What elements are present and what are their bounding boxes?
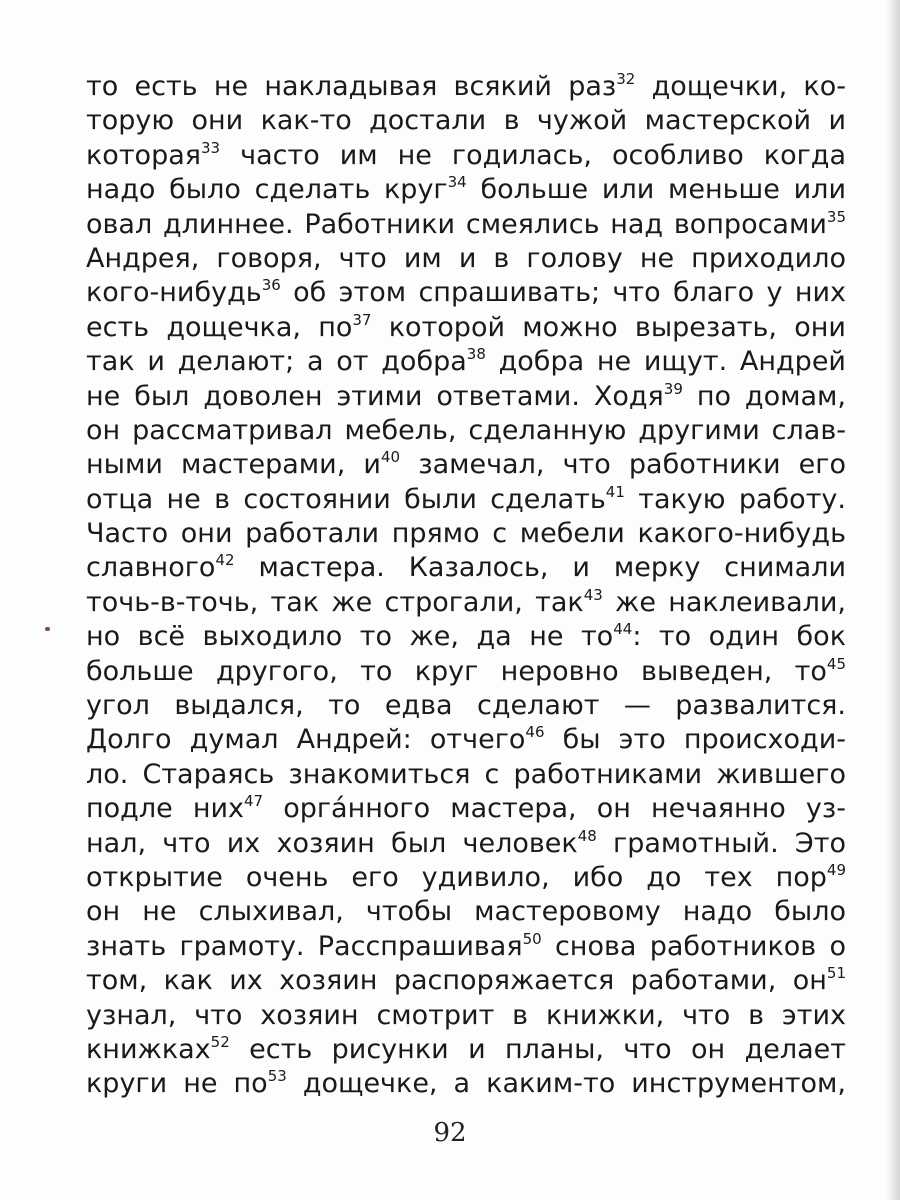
footnote-marker: 33 bbox=[201, 138, 221, 157]
text-line bbox=[86, 448, 846, 482]
text-run: торую они как-то достали в чужой мастерской и bbox=[86, 105, 846, 137]
text-run: замечал, что работники его bbox=[400, 449, 846, 481]
text-run: Часто они работали прямо с мебели какого-нибудь bbox=[86, 518, 846, 550]
text-run: есть рисунки и планы, что он делает bbox=[229, 1033, 846, 1065]
text-run: так и делают; а от добра bbox=[86, 346, 467, 378]
text-line bbox=[86, 999, 846, 1033]
footnote-marker: 43 bbox=[583, 585, 603, 604]
footnote-marker: 44 bbox=[613, 620, 633, 639]
footnote-marker: 49 bbox=[826, 860, 846, 879]
text-line bbox=[86, 208, 846, 242]
text-run: которой можно вырезать, они bbox=[371, 311, 846, 343]
text-line bbox=[86, 1067, 846, 1101]
text-run: том, как их хозяин распоряжается работами, он bbox=[86, 965, 827, 997]
text-line bbox=[86, 380, 846, 414]
text-run: Андрея, говоря, что им и в голову не приходило bbox=[86, 242, 846, 274]
footnote-marker: 46 bbox=[525, 723, 545, 742]
text-run: больше или меньше или bbox=[466, 174, 846, 206]
text-line bbox=[86, 517, 846, 551]
text-run: такую работу. bbox=[624, 483, 846, 515]
text-line bbox=[86, 655, 846, 689]
text-line bbox=[86, 930, 846, 964]
footnote-marker: 50 bbox=[522, 929, 542, 948]
text-line bbox=[86, 586, 846, 620]
footnote-marker: 48 bbox=[577, 826, 597, 845]
text-line bbox=[86, 276, 846, 310]
text-line bbox=[86, 758, 846, 792]
text-run: подле них bbox=[86, 793, 244, 825]
text-run: он не слыхивал, чтобы мастеровому надо было bbox=[86, 896, 846, 928]
text-line bbox=[86, 139, 846, 173]
text-run: об этом спрашивать; что благо у них bbox=[280, 277, 846, 309]
text-line bbox=[86, 792, 846, 826]
text-run: он рассматривал мебель, сделанную другими слав- bbox=[86, 414, 846, 446]
text-run: которая bbox=[86, 139, 202, 171]
text-line bbox=[86, 311, 846, 345]
text-run: знать грамоту. Расспрашивая bbox=[86, 930, 523, 962]
text-line bbox=[86, 827, 846, 861]
text-line bbox=[86, 104, 846, 138]
text-run: надо было сделать круг bbox=[86, 174, 448, 206]
footnote-marker: 35 bbox=[826, 207, 846, 226]
text-run: то есть не накладывая всякий раз bbox=[86, 71, 617, 102]
text-run: ло. Стараясь знакомиться с работниками жившего bbox=[86, 758, 846, 790]
text-line bbox=[86, 964, 846, 998]
text-line bbox=[86, 242, 846, 276]
text-run: ными мастерами, и bbox=[86, 449, 381, 481]
text-run: больше другого, то круг неровно выведен, то bbox=[86, 655, 827, 687]
footnote-marker: 36 bbox=[261, 276, 281, 295]
text-run: дощечки, ко- bbox=[635, 71, 846, 102]
ink-speck bbox=[45, 627, 50, 631]
text-run: узнал, что хозяин смотрит в книжки, что в этих bbox=[86, 999, 846, 1031]
footnote-marker: 39 bbox=[663, 379, 683, 398]
text-run: орга́нного мастера, он нечаянно уз- bbox=[263, 793, 846, 825]
text-run: круги не по bbox=[86, 1068, 268, 1100]
text-run: по домам, bbox=[682, 380, 846, 412]
footnote-marker: 37 bbox=[352, 310, 372, 329]
footnote-marker: 47 bbox=[244, 792, 264, 811]
text-run: снова работников о bbox=[541, 930, 847, 962]
text-run: овал длиннее. Работники смеялись над вопросами bbox=[86, 208, 827, 240]
text-run: открытие очень его удивило, ибо до тех пор bbox=[86, 861, 827, 893]
text-line bbox=[86, 620, 846, 654]
text-run: часто им не годилась, особливо когда bbox=[220, 139, 846, 171]
footnote-marker: 40 bbox=[380, 448, 401, 467]
text-line bbox=[86, 345, 846, 379]
text-run: отца не в состоянии были сделать bbox=[86, 483, 606, 515]
text-run: нал, что их хозяин был человек bbox=[86, 827, 578, 859]
page-edge-shadow bbox=[886, 0, 900, 1200]
text-run: угол выдался, то едва сделают — развалится. bbox=[86, 690, 846, 722]
footnote-marker: 42 bbox=[215, 551, 235, 570]
text-run: добра не ищут. Андрей bbox=[485, 346, 846, 378]
text-run: мастера. Казалось, и мерку снимали bbox=[234, 552, 846, 584]
text-run: дощечке, а каким-то инструментом, bbox=[286, 1068, 846, 1100]
footnote-marker: 45 bbox=[826, 654, 846, 673]
text-line bbox=[86, 483, 846, 517]
text-line bbox=[86, 1033, 846, 1067]
footnote-marker: 38 bbox=[466, 345, 486, 364]
text-run: же наклеивали, bbox=[602, 586, 846, 618]
text-line bbox=[86, 723, 846, 757]
footnote-marker: 51 bbox=[826, 964, 846, 983]
footnote-marker: 34 bbox=[447, 173, 467, 192]
text-run: славного bbox=[86, 552, 216, 584]
text-line bbox=[86, 861, 846, 895]
footnote-marker: 52 bbox=[210, 1032, 230, 1051]
text-run: книжках bbox=[86, 1033, 211, 1065]
text-run: грамотный. Это bbox=[596, 827, 846, 859]
text-run: Долго думал Андрей: отчего bbox=[86, 724, 526, 756]
text-line bbox=[86, 70, 846, 104]
text-run: не был доволен этими ответами. Ходя bbox=[86, 380, 664, 412]
text-run: бы это происходи- bbox=[544, 724, 846, 756]
text-run: кого-нибудь bbox=[86, 277, 262, 309]
text-run: но всё выходило то же, да не то bbox=[86, 621, 614, 653]
footnote-marker: 32 bbox=[616, 70, 636, 88]
page-number: 92 bbox=[433, 1118, 467, 1148]
text-run: есть дощечка, по bbox=[86, 311, 353, 343]
text-line bbox=[86, 414, 846, 448]
footnote-marker: 41 bbox=[605, 482, 625, 501]
footnote-marker: 53 bbox=[267, 1067, 287, 1086]
text-line bbox=[86, 895, 846, 929]
text-line bbox=[86, 551, 846, 585]
text-line bbox=[86, 173, 846, 207]
text-line bbox=[86, 689, 846, 723]
text-run: точь-в-точь, так же строгали, так bbox=[86, 586, 584, 618]
body-text bbox=[86, 70, 846, 1102]
text-run: : то один бок bbox=[632, 621, 847, 653]
